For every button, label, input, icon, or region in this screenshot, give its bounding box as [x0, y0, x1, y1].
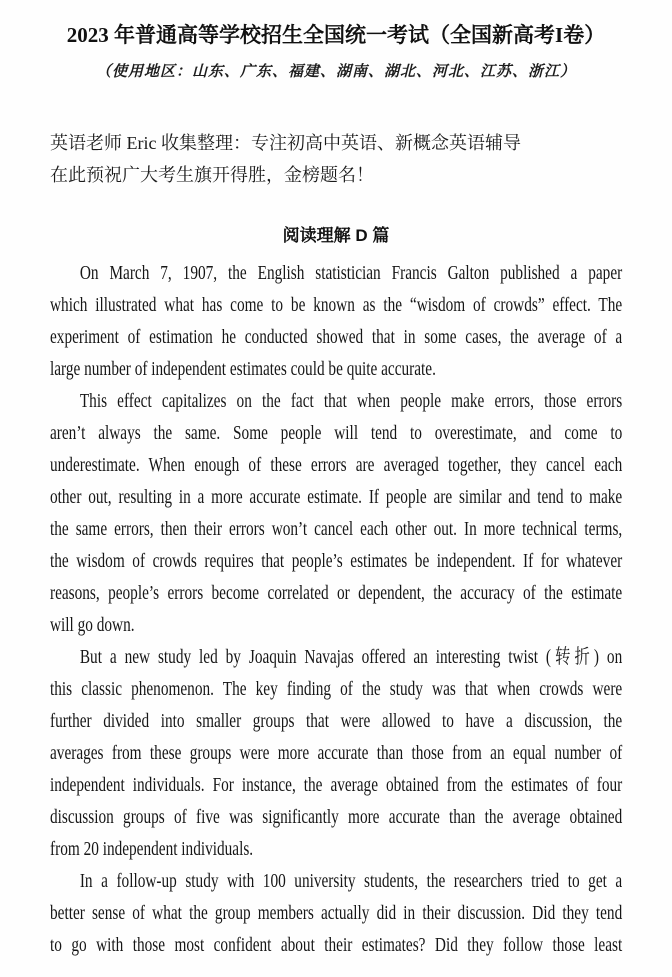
passage-line: On March 7, 1907, the English statistician Francis Galton published a paper — [79, 262, 623, 284]
passage-line: underestimate. When enough of these errors are averaged together, they cancel each — [50, 454, 623, 476]
passage-line: which illustrated what has come to be known as the “wisdom of crowds” effect. The — [50, 294, 623, 316]
passage-line: averages from these groups were more accurate than those from an equal number of — [50, 742, 623, 764]
document-title: 2023 年普通高等学校招生全国统一考试（全国新高考I卷） — [66, 23, 606, 47]
passage-line: from 20 independent individuals. — [50, 838, 254, 860]
compiler-note — [50, 127, 622, 191]
compiler-note-line-1: 英语老师 Eric 收集整理：专注初高中英语、新概念英语辅导 — [50, 133, 521, 153]
passage-line: In a follow-up study with 100 university students, the researchers tried to get a — [79, 870, 623, 892]
passage-line: this classic phenomenon. The key finding of the study was that when crowds were — [50, 678, 623, 700]
passage-line: But a new study led by Joaquin Navajas offered an interesting twist (转折) on — [79, 646, 623, 668]
section-heading: 阅读理解 D 篇 — [282, 226, 390, 245]
passage-line: independent individuals. For instance, the average obtained from the estimates of four — [50, 774, 623, 796]
passage-line: better sense of what the group members actually did in their discussion. Did they tend — [50, 902, 623, 924]
passage-line: will go down. — [50, 614, 135, 636]
passage-line: reasons, people’s errors become correlated or dependent, the accuracy of the estimate — [50, 582, 623, 604]
passage-line: further divided into smaller groups that were allowed to have a discussion, the — [50, 710, 623, 732]
passage-line: aren’t always the same. Some people will tend to overestimate, and come to — [50, 422, 623, 444]
passage-line: other out, resulting in a more accurate estimate. If people are similar and tend to make — [50, 486, 623, 508]
passage-line: experiment of estimation he conducted showed that in some cases, the average of a — [50, 326, 623, 348]
passage-container — [50, 257, 622, 961]
passage-body — [50, 257, 622, 961]
passage-line: to go with those most confident about their estimates? Did they follow those least — [50, 934, 623, 956]
passage-line: large number of independent estimates could be quite accurate. — [50, 358, 436, 380]
compiler-note-line-2: 在此预祝广大考生旗开得胜，金榜题名！ — [50, 165, 374, 185]
passage-line: discussion groups of five was significantly more accurate than the average obtained — [50, 806, 623, 828]
passage-line: This effect capitalizes on the fact that when people make errors, those errors — [79, 390, 623, 412]
passage-line: the same errors, then their errors won’t cancel each other out. In more technical terms, — [50, 518, 623, 540]
document-region-note: （使用地区：山东、广东、福建、湖南、湖北、河北、江苏、浙江） — [95, 64, 576, 80]
passage-line: the wisdom of crowds requires that people’s estimates be independent. If for whatever — [50, 550, 623, 572]
